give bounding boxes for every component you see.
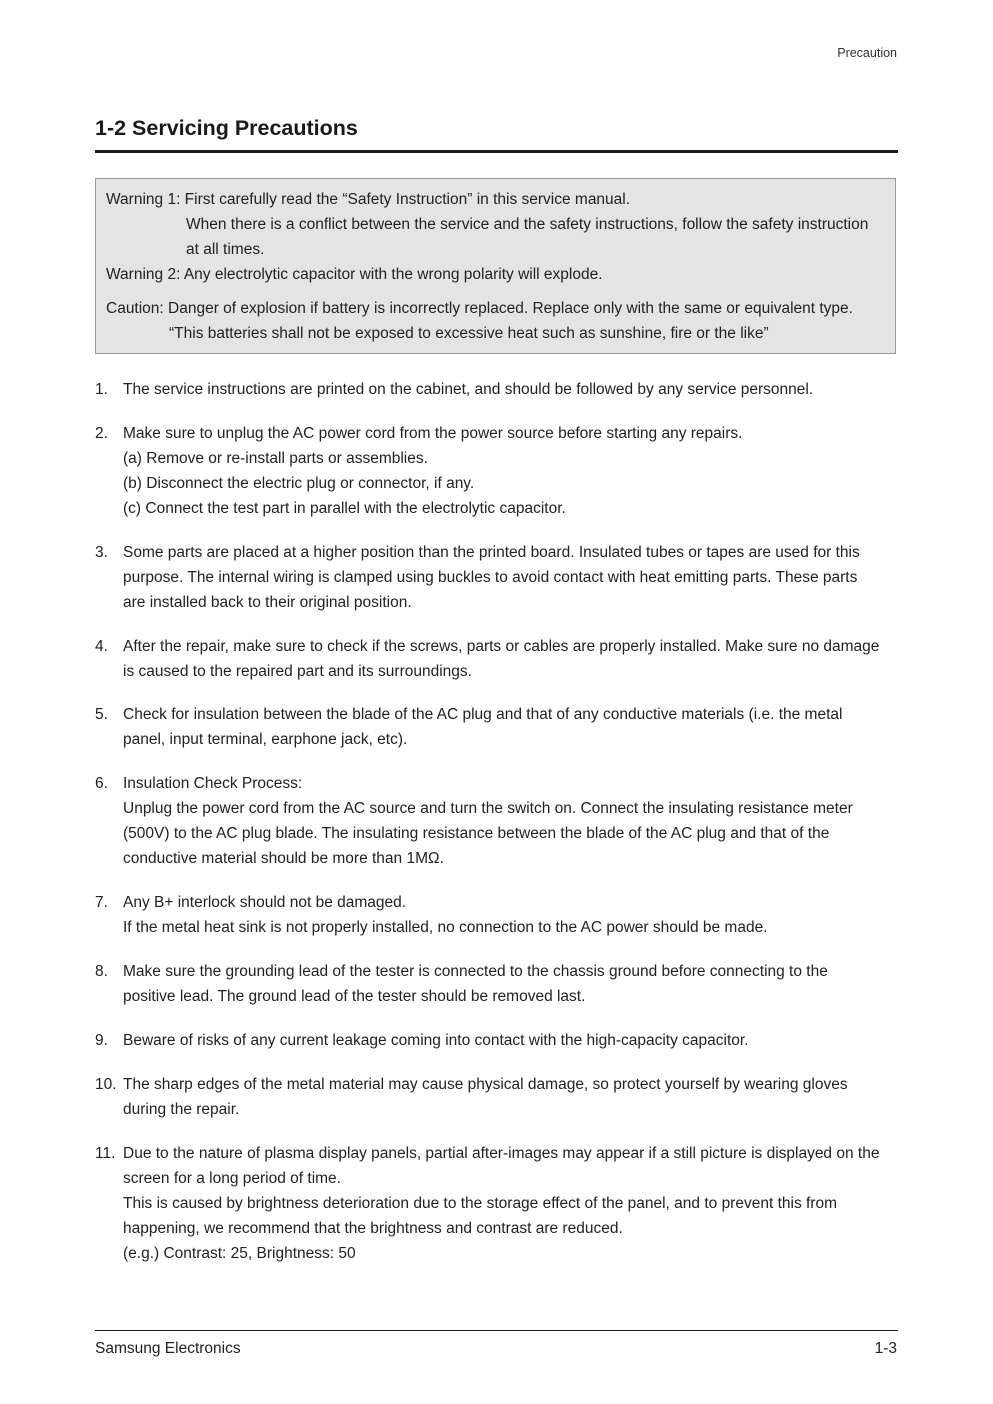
list-item-number: 10. [95, 1076, 117, 1093]
list-item-text: Make sure to unplug the AC power cord from the power source before starting any repairs. [123, 425, 743, 442]
list-item-number: 5. [95, 706, 108, 723]
list-item-number: 7. [95, 894, 108, 911]
list-item-number: 2. [95, 425, 108, 442]
footer-page-number: 1-3 [874, 1340, 897, 1357]
list-item-text: The sharp edges of the metal material may cause physical damage, so protect yourself by wearing gloves [123, 1076, 848, 1093]
list-item-text: purpose. The internal wiring is clamped using buckles to avoid contact with heat emitting parts. These parts [123, 569, 858, 586]
page-title: 1-2 Servicing Precautions [95, 116, 358, 140]
section-label: Precaution [837, 46, 897, 60]
list-item-number: 11. [95, 1145, 116, 1162]
list-item-text: (e.g.) Contrast: 25, Brightness: 50 [123, 1245, 356, 1262]
list-item-number: 3. [95, 544, 108, 561]
list-item-text: panel, input terminal, earphone jack, etc). [123, 731, 408, 748]
list-item-text: is caused to the repaired part and its surroundings. [123, 663, 472, 680]
list-item-text: Make sure the grounding lead of the tester is connected to the chassis ground before connecting to the [123, 963, 828, 980]
warning-1-line-2: When there is a conflict between the service and the safety instructions, follow the safety instruction [186, 216, 869, 233]
list-item-text: happening, we recommend that the brightness and contrast are reduced. [123, 1220, 623, 1237]
list-item-text: Insulation Check Process: [123, 775, 303, 792]
footer-divider [95, 1330, 898, 1331]
list-item-text: After the repair, make sure to check if the screws, parts or cables are properly installed. Make sure no damage [123, 638, 880, 655]
list-item-text: screen for a long period of time. [123, 1170, 341, 1187]
caution-line-1: Caution: Danger of explosion if battery is incorrectly replaced. Replace only with the same or equivalent type. [106, 300, 853, 317]
warning-1-line-1: Warning 1: First carefully read the “Safety Instruction” in this service manual. [106, 191, 631, 208]
list-item-text: Due to the nature of plasma display panels, partial after-images may appear if a still picture is displayed on the [123, 1145, 880, 1162]
list-item-number: 8. [95, 963, 108, 980]
warning-2-line-1: Warning 2: Any electrolytic capacitor with the wrong polarity will explode. [106, 266, 603, 283]
list-item-text: (b) Disconnect the electric plug or connector, if any. [123, 475, 475, 492]
list-item-text: This is caused by brightness deterioration due to the storage effect of the panel, and to prevent this from [123, 1195, 837, 1212]
warning-box [95, 178, 896, 354]
list-item-number: 4. [95, 638, 108, 655]
list-item-number: 6. [95, 775, 108, 792]
list-item-text: Some parts are placed at a higher position than the printed board. Insulated tubes or tapes are used for this [123, 544, 860, 561]
warning-1-line-3: at all times. [186, 241, 265, 258]
caution-line-2: “This batteries shall not be exposed to excessive heat such as sunshine, fire or the like” [169, 325, 769, 342]
list-item-text: Beware of risks of any current leakage coming into contact with the high-capacity capacitor. [123, 1032, 749, 1049]
list-item-text: positive lead. The ground lead of the tester should be removed last. [123, 988, 586, 1005]
footer-company: Samsung Electronics [95, 1340, 241, 1357]
list-item-text: Any B+ interlock should not be damaged. [123, 894, 407, 911]
list-item-text: (c) Connect the test part in parallel with the electrolytic capacitor. [123, 500, 566, 517]
list-item-text: conductive material should be more than 1MΩ. [123, 850, 444, 867]
list-item-text: The service instructions are printed on the cabinet, and should be followed by any service personnel. [123, 381, 814, 398]
list-item-text: Unplug the power cord from the AC source and turn the switch on. Connect the insulating resistance meter [123, 800, 853, 817]
list-item-text: (a) Remove or re-install parts or assemblies. [123, 450, 428, 467]
title-divider [95, 150, 898, 153]
list-item-text: during the repair. [123, 1101, 240, 1118]
list-item-number: 9. [95, 1032, 108, 1049]
list-item-number: 1. [95, 381, 108, 398]
list-item-text: If the metal heat sink is not properly installed, no connection to the AC power should be made. [123, 919, 768, 936]
list-item-text: Check for insulation between the blade of the AC plug and that of any conductive materials (i.e. the metal [123, 706, 843, 723]
list-item-text: are installed back to their original position. [123, 594, 412, 611]
list-item-text: (500V) to the AC plug blade. The insulating resistance between the blade of the AC plug and that of the [123, 825, 830, 842]
